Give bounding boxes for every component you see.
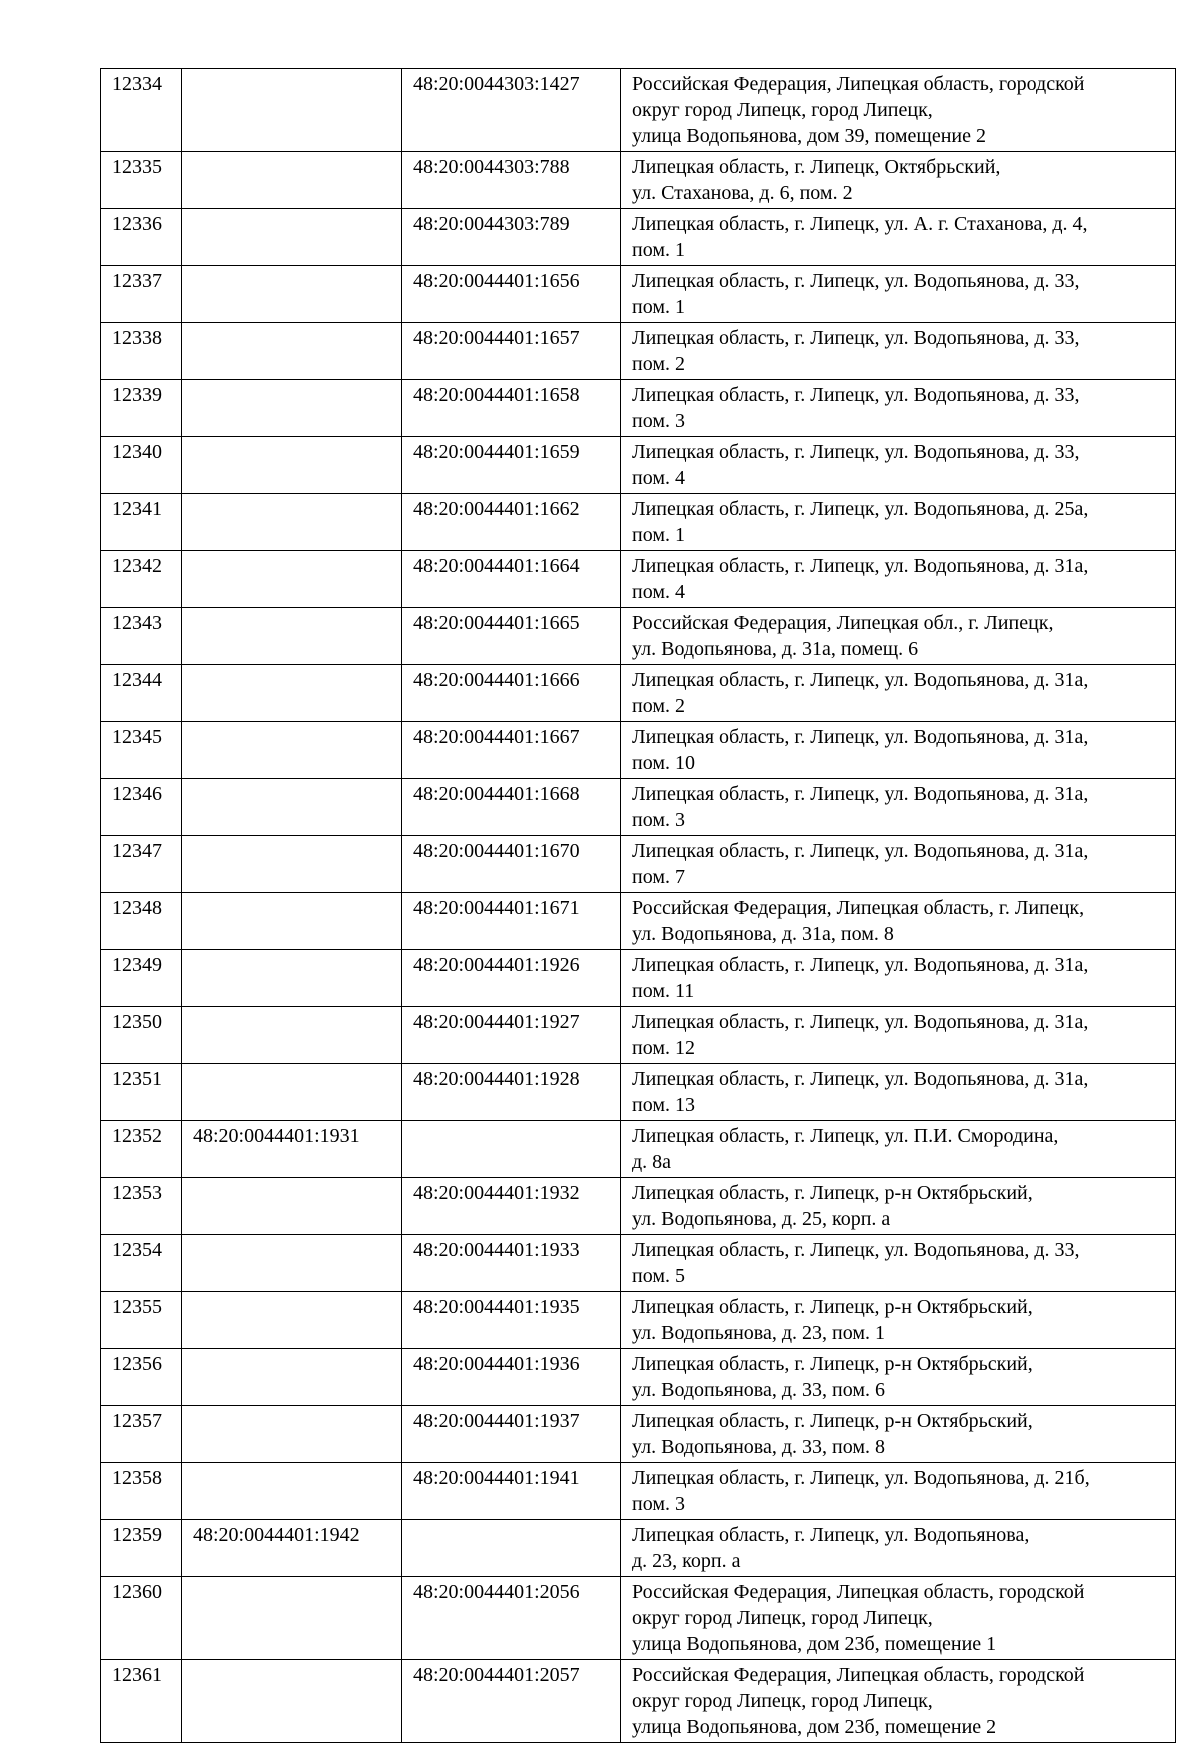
- premises-cadastral-number-cell: 48:20:0044401:1936: [402, 1349, 621, 1406]
- address-cell: Российская Федерация, Липецкая область, городской округ город Липецк, город Липецк, улица Водопьянова, дом 23б, помещение 2: [621, 1660, 1176, 1743]
- cadastral-number-cell: [182, 1235, 402, 1292]
- cadastral-number-cell: [182, 893, 402, 950]
- property-table: [100, 68, 1176, 1743]
- row-number-cell: 12356: [101, 1349, 182, 1406]
- cadastral-number-cell: [182, 1406, 402, 1463]
- row-number-cell: 12355: [101, 1292, 182, 1349]
- cadastral-number-cell: [182, 1577, 402, 1660]
- address-cell: Липецкая область, г. Липецк, ул. Водопьянова, д. 21б, пом. 3: [621, 1463, 1176, 1520]
- table-row: [101, 551, 1176, 608]
- premises-cadastral-number-cell: 48:20:0044401:1668: [402, 779, 621, 836]
- row-number-cell: 12346: [101, 779, 182, 836]
- cadastral-number-cell: [182, 69, 402, 152]
- address-cell: Липецкая область, г. Липецк, ул. Водопьянова, д. 31а, пом. 2: [621, 665, 1176, 722]
- premises-cadastral-number-cell: 48:20:0044401:1671: [402, 893, 621, 950]
- address-cell: Российская Федерация, Липецкая обл., г. Липецк, ул. Водопьянова, д. 31а, помещ. 6: [621, 608, 1176, 665]
- cadastral-number-cell: [182, 380, 402, 437]
- cadastral-number-cell: [182, 665, 402, 722]
- address-cell: Липецкая область, г. Липецк, ул. Водопьянова, д. 31а, пом. 12: [621, 1007, 1176, 1064]
- row-number-cell: 12352: [101, 1121, 182, 1178]
- table-row: [101, 608, 1176, 665]
- row-number-cell: 12361: [101, 1660, 182, 1743]
- cadastral-number-cell: [182, 1292, 402, 1349]
- row-number-cell: 12344: [101, 665, 182, 722]
- row-number-cell: 12339: [101, 380, 182, 437]
- premises-cadastral-number-cell: 48:20:0044401:1664: [402, 551, 621, 608]
- table-row: [101, 437, 1176, 494]
- address-cell: Липецкая область, г. Липецк, ул. П.И. Смородина, д. 8а: [621, 1121, 1176, 1178]
- premises-cadastral-number-cell: 48:20:0044401:1656: [402, 266, 621, 323]
- premises-cadastral-number-cell: 48:20:0044401:1662: [402, 494, 621, 551]
- table-row: [101, 950, 1176, 1007]
- address-cell: Липецкая область, г. Липецк, Октябрьский, ул. Стаханова, д. 6, пом. 2: [621, 152, 1176, 209]
- table-row: [101, 893, 1176, 950]
- row-number-cell: 12360: [101, 1577, 182, 1660]
- row-number-cell: 12337: [101, 266, 182, 323]
- row-number-cell: 12338: [101, 323, 182, 380]
- premises-cadastral-number-cell: 48:20:0044401:1933: [402, 1235, 621, 1292]
- address-cell: Липецкая область, г. Липецк, ул. Водопьянова, д. 33, пом. 3: [621, 380, 1176, 437]
- address-cell: Липецкая область, г. Липецк, р-н Октябрьский, ул. Водопьянова, д. 25, корп. а: [621, 1178, 1176, 1235]
- address-cell: Российская Федерация, Липецкая область, городской округ город Липецк, город Липецк, улица Водопьянова, дом 39, помещение 2: [621, 69, 1176, 152]
- row-number-cell: 12335: [101, 152, 182, 209]
- cadastral-number-cell: [182, 950, 402, 1007]
- premises-cadastral-number-cell: 48:20:0044401:2056: [402, 1577, 621, 1660]
- address-cell: Липецкая область, г. Липецк, ул. Водопьянова, д. 33, пом. 2: [621, 323, 1176, 380]
- cadastral-number-cell: [182, 551, 402, 608]
- document-page: [100, 68, 1175, 1743]
- cadastral-number-cell: [182, 437, 402, 494]
- row-number-cell: 12343: [101, 608, 182, 665]
- table-row: [101, 1235, 1176, 1292]
- table-row: [101, 1577, 1176, 1660]
- property-table-body: [101, 69, 1176, 1743]
- table-row: [101, 836, 1176, 893]
- table-row: [101, 1064, 1176, 1121]
- address-cell: Липецкая область, г. Липецк, р-н Октябрьский, ул. Водопьянова, д. 33, пом. 8: [621, 1406, 1176, 1463]
- premises-cadastral-number-cell: 48:20:0044401:1941: [402, 1463, 621, 1520]
- row-number-cell: 12336: [101, 209, 182, 266]
- premises-cadastral-number-cell: 48:20:0044401:1926: [402, 950, 621, 1007]
- row-number-cell: 12347: [101, 836, 182, 893]
- address-cell: Российская Федерация, Липецкая область, г. Липецк, ул. Водопьянова, д. 31а, пом. 8: [621, 893, 1176, 950]
- premises-cadastral-number-cell: 48:20:0044303:788: [402, 152, 621, 209]
- premises-cadastral-number-cell: 48:20:0044401:1937: [402, 1406, 621, 1463]
- address-cell: Липецкая область, г. Липецк, ул. А. г. Стаханова, д. 4, пом. 1: [621, 209, 1176, 266]
- cadastral-number-cell: [182, 209, 402, 266]
- table-row: [101, 665, 1176, 722]
- row-number-cell: 12334: [101, 69, 182, 152]
- premises-cadastral-number-cell: 48:20:0044401:1659: [402, 437, 621, 494]
- table-row: [101, 1660, 1176, 1743]
- cadastral-number-cell: [182, 722, 402, 779]
- premises-cadastral-number-cell: 48:20:0044401:1665: [402, 608, 621, 665]
- table-row: [101, 1520, 1176, 1577]
- cadastral-number-cell: 48:20:0044401:1942: [182, 1520, 402, 1577]
- address-cell: Липецкая область, г. Липецк, ул. Водопьянова, д. 31а, пом. 11: [621, 950, 1176, 1007]
- address-cell: Липецкая область, г. Липецк, ул. Водопьянова, д. 33, пом. 5: [621, 1235, 1176, 1292]
- row-number-cell: 12351: [101, 1064, 182, 1121]
- row-number-cell: 12354: [101, 1235, 182, 1292]
- table-row: [101, 779, 1176, 836]
- table-row: [101, 1349, 1176, 1406]
- cadastral-number-cell: [182, 1178, 402, 1235]
- premises-cadastral-number-cell: 48:20:0044401:2057: [402, 1660, 621, 1743]
- table-row: [101, 1292, 1176, 1349]
- cadastral-number-cell: [182, 779, 402, 836]
- cadastral-number-cell: [182, 1463, 402, 1520]
- table-row: [101, 1406, 1176, 1463]
- cadastral-number-cell: 48:20:0044401:1931: [182, 1121, 402, 1178]
- premises-cadastral-number-cell: [402, 1121, 621, 1178]
- cadastral-number-cell: [182, 836, 402, 893]
- table-row: [101, 722, 1176, 779]
- premises-cadastral-number-cell: [402, 1520, 621, 1577]
- address-cell: Липецкая область, г. Липецк, ул. Водопьянова, д. 31а, пом. 13: [621, 1064, 1176, 1121]
- premises-cadastral-number-cell: 48:20:0044401:1658: [402, 380, 621, 437]
- address-cell: Липецкая область, г. Липецк, ул. Водопьянова, д. 31а, пом. 3: [621, 779, 1176, 836]
- cadastral-number-cell: [182, 323, 402, 380]
- premises-cadastral-number-cell: 48:20:0044401:1666: [402, 665, 621, 722]
- address-cell: Липецкая область, г. Липецк, ул. Водопьянова, д. 23, корп. а: [621, 1520, 1176, 1577]
- premises-cadastral-number-cell: 48:20:0044303:1427: [402, 69, 621, 152]
- address-cell: Липецкая область, г. Липецк, р-н Октябрьский, ул. Водопьянова, д. 23, пом. 1: [621, 1292, 1176, 1349]
- table-row: [101, 1463, 1176, 1520]
- premises-cadastral-number-cell: 48:20:0044401:1928: [402, 1064, 621, 1121]
- cadastral-number-cell: [182, 1007, 402, 1064]
- row-number-cell: 12353: [101, 1178, 182, 1235]
- address-cell: Липецкая область, г. Липецк, ул. Водопьянова, д. 33, пом. 4: [621, 437, 1176, 494]
- cadastral-number-cell: [182, 1660, 402, 1743]
- row-number-cell: 12349: [101, 950, 182, 1007]
- table-row: [101, 1178, 1176, 1235]
- table-row: [101, 323, 1176, 380]
- table-row: [101, 266, 1176, 323]
- row-number-cell: 12342: [101, 551, 182, 608]
- table-row: [101, 1007, 1176, 1064]
- row-number-cell: 12357: [101, 1406, 182, 1463]
- table-row: [101, 209, 1176, 266]
- table-row: [101, 152, 1176, 209]
- table-row: [101, 1121, 1176, 1178]
- address-cell: Российская Федерация, Липецкая область, городской округ город Липецк, город Липецк, улица Водопьянова, дом 23б, помещение 1: [621, 1577, 1176, 1660]
- cadastral-number-cell: [182, 152, 402, 209]
- row-number-cell: 12350: [101, 1007, 182, 1064]
- row-number-cell: 12345: [101, 722, 182, 779]
- address-cell: Липецкая область, г. Липецк, р-н Октябрьский, ул. Водопьянова, д. 33, пом. 6: [621, 1349, 1176, 1406]
- row-number-cell: 12359: [101, 1520, 182, 1577]
- cadastral-number-cell: [182, 1064, 402, 1121]
- premises-cadastral-number-cell: 48:20:0044401:1667: [402, 722, 621, 779]
- row-number-cell: 12340: [101, 437, 182, 494]
- premises-cadastral-number-cell: 48:20:0044401:1670: [402, 836, 621, 893]
- row-number-cell: 12348: [101, 893, 182, 950]
- premises-cadastral-number-cell: 48:20:0044401:1657: [402, 323, 621, 380]
- premises-cadastral-number-cell: 48:20:0044401:1927: [402, 1007, 621, 1064]
- cadastral-number-cell: [182, 608, 402, 665]
- address-cell: Липецкая область, г. Липецк, ул. Водопьянова, д. 31а, пом. 4: [621, 551, 1176, 608]
- address-cell: Липецкая область, г. Липецк, ул. Водопьянова, д. 31а, пом. 7: [621, 836, 1176, 893]
- row-number-cell: 12358: [101, 1463, 182, 1520]
- premises-cadastral-number-cell: 48:20:0044401:1935: [402, 1292, 621, 1349]
- address-cell: Липецкая область, г. Липецк, ул. Водопьянова, д. 25а, пом. 1: [621, 494, 1176, 551]
- cadastral-number-cell: [182, 494, 402, 551]
- premises-cadastral-number-cell: 48:20:0044401:1932: [402, 1178, 621, 1235]
- table-row: [101, 380, 1176, 437]
- cadastral-number-cell: [182, 1349, 402, 1406]
- table-row: [101, 494, 1176, 551]
- address-cell: Липецкая область, г. Липецк, ул. Водопьянова, д. 31а, пом. 10: [621, 722, 1176, 779]
- address-cell: Липецкая область, г. Липецк, ул. Водопьянова, д. 33, пом. 1: [621, 266, 1176, 323]
- cadastral-number-cell: [182, 266, 402, 323]
- premises-cadastral-number-cell: 48:20:0044303:789: [402, 209, 621, 266]
- row-number-cell: 12341: [101, 494, 182, 551]
- table-row: [101, 69, 1176, 152]
